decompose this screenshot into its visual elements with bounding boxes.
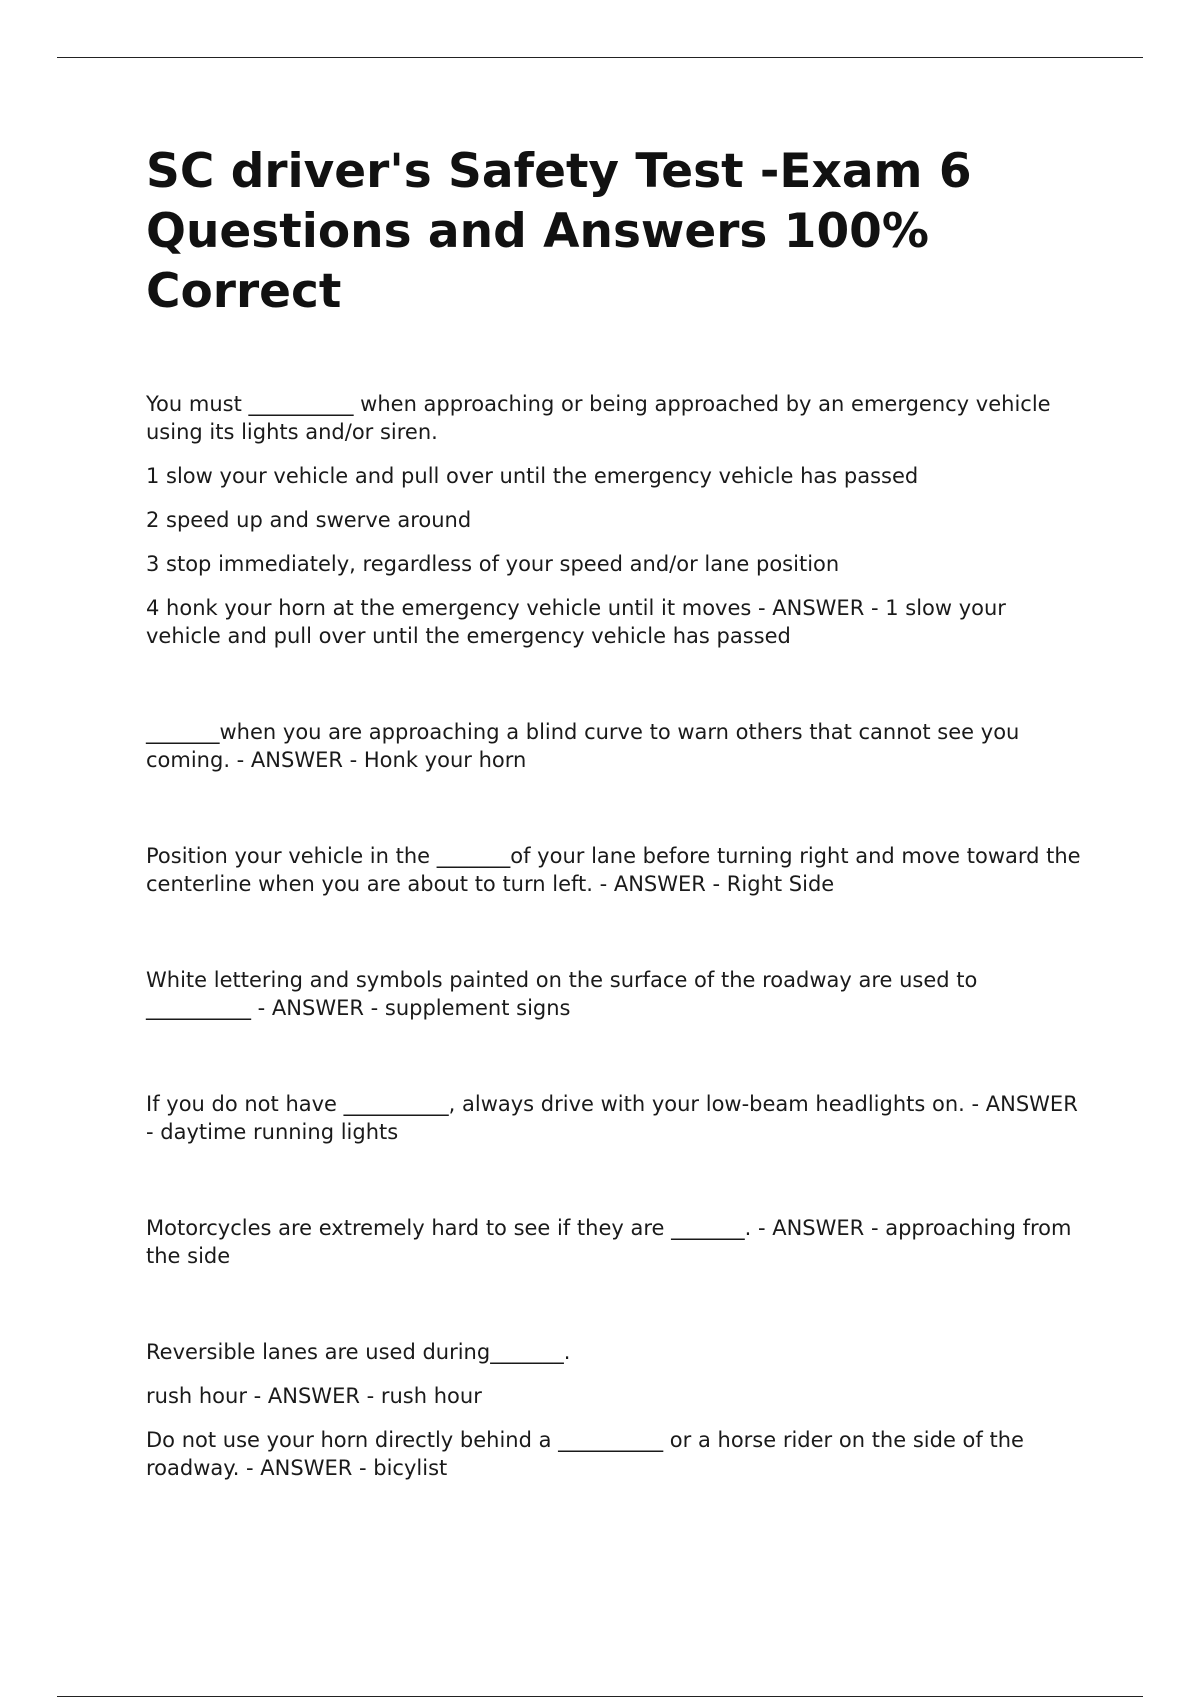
question-block-4 [146,966,1086,1022]
answer-option-4: 4 honk your horn at the emergency vehicle until it moves - ANSWER - 1 slow your vehicle and pull over until the emergency vehicle has passed [146,596,1006,648]
question-block-6 [146,1214,1086,1270]
question-block-5 [146,1090,1086,1146]
answer-option-1: 1 slow your vehicle and pull over until the emergency vehicle has passed [146,464,919,488]
top-rule [57,57,1143,58]
question-text: Motorcycles are extremely hard to see if they are _______. - ANSWER - approaching from the side [146,1216,1072,1268]
question-text: White lettering and symbols painted on the surface of the roadway are used to __________ - ANSWER - supplement signs [146,968,978,1020]
question-text: If you do not have __________, always drive with your low-beam headlights on. - ANSWER - daytime running lights [146,1092,1078,1144]
page-title: SC driver's Safety Test -Exam 6 Questions and Answers 100% Correct [146,144,972,319]
question-text: Do not use your horn directly behind a __________ or a horse rider on the side of the roadway. - ANSWER - bicylist [146,1428,1024,1480]
question-text: You must __________ when approaching or being approached by an emergency vehicle using its lights and/or siren. [146,392,1051,444]
question-block-2 [146,718,1086,774]
question-text: _______when you are approaching a blind curve to warn others that cannot see you coming. - ANSWER - Honk your horn [146,720,1020,772]
question-block-7 [146,1338,1086,1482]
question-block-1 [146,390,1086,650]
question-text: Reversible lanes are used during_______. [146,1340,571,1364]
question-block-3 [146,842,1086,898]
document-body [146,142,1086,1498]
question-text: Position your vehicle in the _______of your lane before turning right and move toward the centerline when you are about to turn left. - ANSWER - Right Side [146,844,1081,896]
bottom-rule [57,1696,1143,1697]
answer-option-3: 3 stop immediately, regardless of your speed and/or lane position [146,552,840,576]
answer-option-2: 2 speed up and swerve around [146,508,472,532]
answer-line: rush hour - ANSWER - rush hour [146,1384,482,1408]
